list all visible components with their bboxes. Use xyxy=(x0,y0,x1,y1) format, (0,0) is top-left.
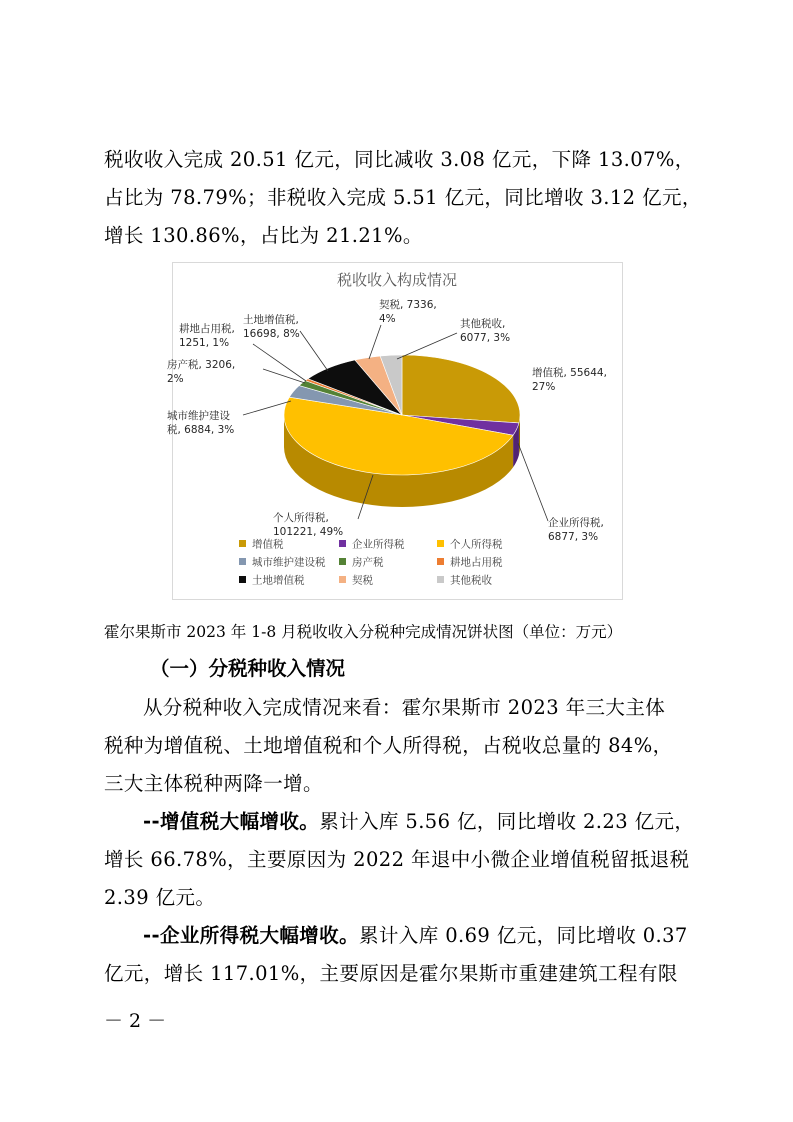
data-label-城市维护建设税: 税, 6884, 3% xyxy=(167,424,235,436)
data-label-个人所得税: 101221, 49% xyxy=(273,526,344,538)
legend-swatch-增值税 xyxy=(239,540,246,547)
legend-swatch-城市维护建设税 xyxy=(239,558,246,565)
pie-chart xyxy=(167,262,623,600)
data-label-房产税: 2% xyxy=(167,373,184,385)
legend-swatch-契税 xyxy=(339,576,346,583)
pie-slice-增值税 xyxy=(402,355,520,423)
leader-line-契税 xyxy=(369,325,381,359)
data-label-契税: 4% xyxy=(379,313,396,325)
section-heading: （一）分税种收入情况 xyxy=(150,657,346,680)
text-line: 增长 130.86%，占比为 21.21%。 xyxy=(104,224,423,247)
legend-label-房产税: 房产税 xyxy=(352,556,384,569)
cit-heading: --企业所得税大幅增收。 xyxy=(143,924,359,947)
leader-line-土地增值税 xyxy=(300,331,328,371)
data-label-土地增值税: 土地增值税, xyxy=(243,314,299,326)
legend-swatch-房产税 xyxy=(339,558,346,565)
data-label-房产税: 房产税, 3206, xyxy=(167,359,236,371)
data-label-其他税收: 6077, 3% xyxy=(460,332,511,344)
text-line xyxy=(104,917,704,955)
data-label-城市维护建设税: 城市维护建设 xyxy=(167,410,230,422)
text-line: 税种为增值税、土地增值税和个人所得税，占税收总量的 84%， xyxy=(104,734,673,757)
text-line: 增长 66.78%，主要原因为 2022 年退中小微企业增值税留抵退税 xyxy=(104,848,690,871)
leader-line-耕地占用税 xyxy=(253,344,306,381)
legend-label-耕地占用税: 耕地占用税 xyxy=(450,556,503,569)
legend-label-企业所得税: 企业所得税 xyxy=(352,538,405,551)
cit-text: 累计入库 0.69 亿元，同比增收 0.37 xyxy=(359,924,688,947)
vat-paragraph xyxy=(104,803,704,917)
vat-heading: --增值税大幅增收。 xyxy=(143,810,320,833)
vat-text: 累计入库 5.56 亿，同比增收 2.23 亿元， xyxy=(319,810,695,833)
pie-chart-canvas xyxy=(167,263,622,599)
chart-title: 税收收入构成情况 xyxy=(336,271,458,289)
legend-swatch-个人所得税 xyxy=(437,540,444,547)
legend-swatch-其他税收 xyxy=(437,576,444,583)
cit-paragraph xyxy=(104,917,704,993)
text-line xyxy=(104,803,704,841)
intro-paragraph xyxy=(104,141,704,255)
legend-swatch-耕地占用税 xyxy=(437,558,444,565)
leader-line-其他税收 xyxy=(397,333,457,359)
legend-label-契税: 契税 xyxy=(352,574,373,587)
analysis-paragraph xyxy=(104,689,704,803)
data-label-企业所得税: 6877, 3% xyxy=(548,531,599,543)
data-label-耕地占用税: 耕地占用税, xyxy=(179,323,235,335)
text-line: 税收收入完成 20.51 亿元，同比减收 3.08 亿元，下降 13.07%， xyxy=(104,148,695,171)
text-line: 亿元，增长 117.01%，主要原因是霍尔果斯市重建建筑工程有限 xyxy=(104,962,678,985)
legend-swatch-企业所得税 xyxy=(339,540,346,547)
legend-label-城市维护建设税: 城市维护建设税 xyxy=(252,556,326,569)
data-label-契税: 契税, 7336, xyxy=(379,299,437,311)
leader-line-企业所得税 xyxy=(518,443,548,521)
data-label-企业所得税: 企业所得税, xyxy=(548,517,604,529)
data-label-其他税收: 其他税收, xyxy=(460,318,506,330)
data-label-耕地占用税: 1251, 1% xyxy=(179,337,230,349)
data-label-增值税: 27% xyxy=(532,381,556,393)
legend-swatch-土地增值税 xyxy=(239,576,246,583)
legend-label-个人所得税: 个人所得税 xyxy=(450,538,503,551)
legend-label-土地增值税: 土地增值税 xyxy=(252,574,305,587)
chart-caption: 霍尔果斯市 2023 年 1-8 月税收收入分税种完成情况饼状图（单位：万元） xyxy=(104,623,623,641)
legend-label-其他税收: 其他税收 xyxy=(450,574,492,587)
text-line: 三大主体税种两降一增。 xyxy=(104,772,323,795)
data-label-个人所得税: 个人所得税, xyxy=(273,512,329,524)
page-number: － 2 － xyxy=(104,1010,167,1032)
text-line: 2.39 亿元。 xyxy=(104,886,216,909)
text-line: 从分税种收入完成情况来看：霍尔果斯市 2023 年三大主体 xyxy=(143,696,666,719)
text-line: 占比为 78.79%；非税收入完成 5.51 亿元，同比增收 3.12 亿元， xyxy=(104,186,702,209)
data-label-土地增值税: 16698, 8% xyxy=(243,328,300,340)
legend-label-增值税: 增值税 xyxy=(252,538,284,551)
data-label-增值税: 增值税, 55644, xyxy=(532,367,607,379)
